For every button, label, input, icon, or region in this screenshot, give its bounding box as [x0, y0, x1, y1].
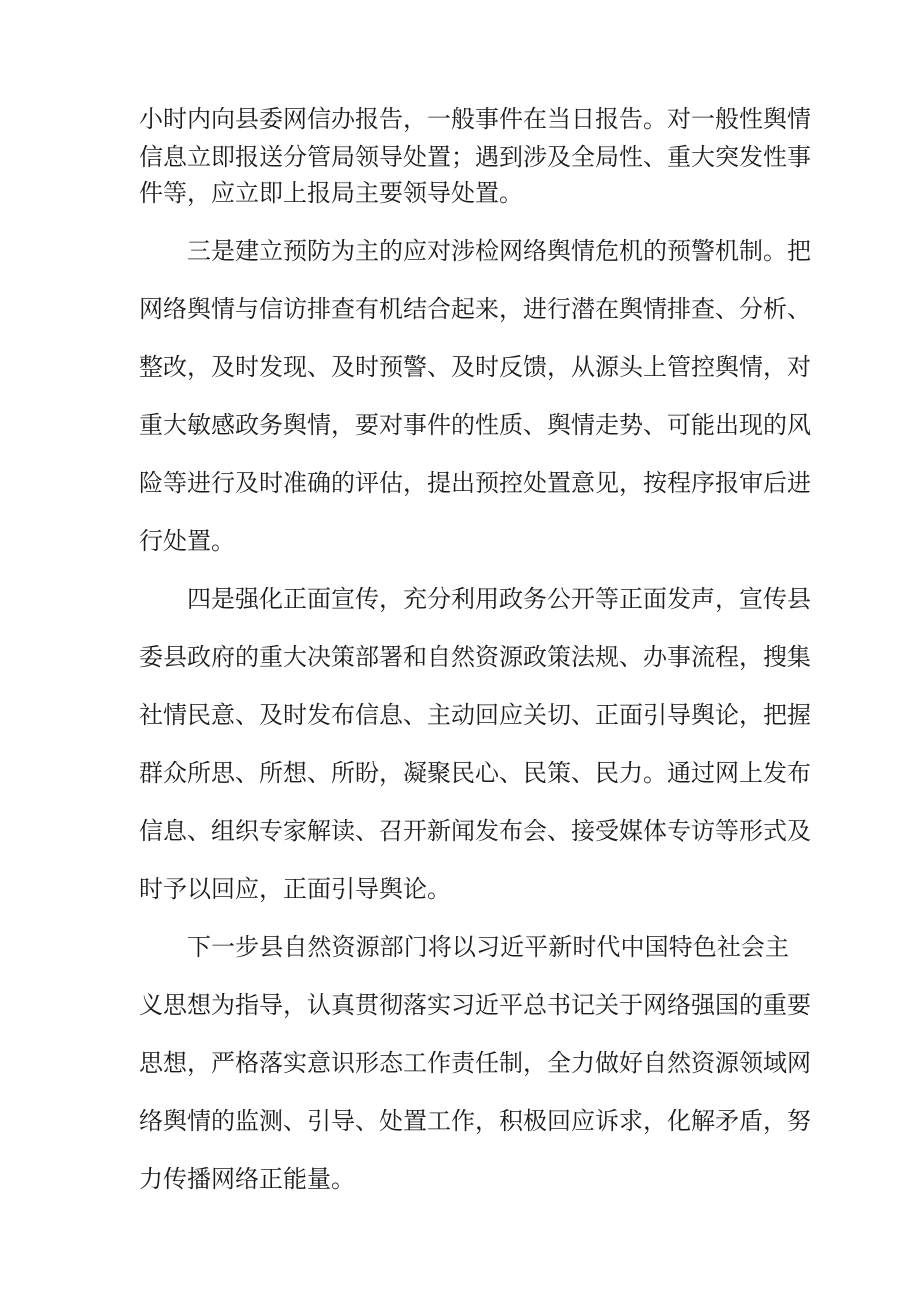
- text-line: 件等，应立即上报局主要领导处置。: [139, 179, 523, 207]
- text-line: 网络舆情与信访排查有机结合起来，进行潜在舆情排查、分析、: [139, 295, 811, 323]
- text-line: 险等进行及时准确的评估，提出预控处置意见，按程序报审后进: [139, 469, 811, 497]
- text-line: 社情民意、及时发布信息、主动回应关切、正面引导舆论，把握: [139, 701, 811, 729]
- text-line: 络舆情的监测、引导、处置工作，积极回应诉求，化解矛盾，努: [139, 1107, 811, 1135]
- text-line: 三是建立预防为主的应对涉检网络舆情危机的预警机制。把: [187, 237, 811, 265]
- text-line: 信息、组织专家解读、召开新闻发布会、接受媒体专访等形式及: [139, 817, 811, 845]
- text-line: 小时内向县委网信办报告，一般事件在当日报告。对一般性舆情: [139, 105, 811, 133]
- text-line: 信息立即报送分管局领导处置；遇到涉及全局性、重大突发性事: [139, 143, 811, 171]
- text-line: 整改，及时发现、及时预警、及时反馈，从源头上管控舆情，对: [139, 353, 811, 381]
- text-line: 力传播网络正能量。: [139, 1165, 355, 1193]
- text-line: 下一步县自然资源部门将以习近平新时代中国特色社会主: [187, 933, 789, 961]
- text-line: 行处置。: [139, 527, 235, 555]
- text-line: 思想，严格落实意识形态工作责任制，全力做好自然资源领域网: [139, 1049, 811, 1077]
- text-line: 四是强化正面宣传，充分利用政务公开等正面发声，宣传县: [187, 585, 811, 613]
- text-line: 时予以回应，正面引导舆论。: [139, 875, 451, 903]
- text-line: 群众所思、所想、所盼，凝聚民心、民策、民力。通过网上发布: [139, 759, 811, 787]
- text-line: 委县政府的重大决策部署和自然资源政策法规、办事流程，搜集: [139, 643, 811, 671]
- text-line: 重大敏感政务舆情，要对事件的性质、舆情走势、可能出现的风: [139, 411, 811, 439]
- text-line: 义思想为指导，认真贯彻落实习近平总书记关于网络强国的重要: [139, 991, 811, 1019]
